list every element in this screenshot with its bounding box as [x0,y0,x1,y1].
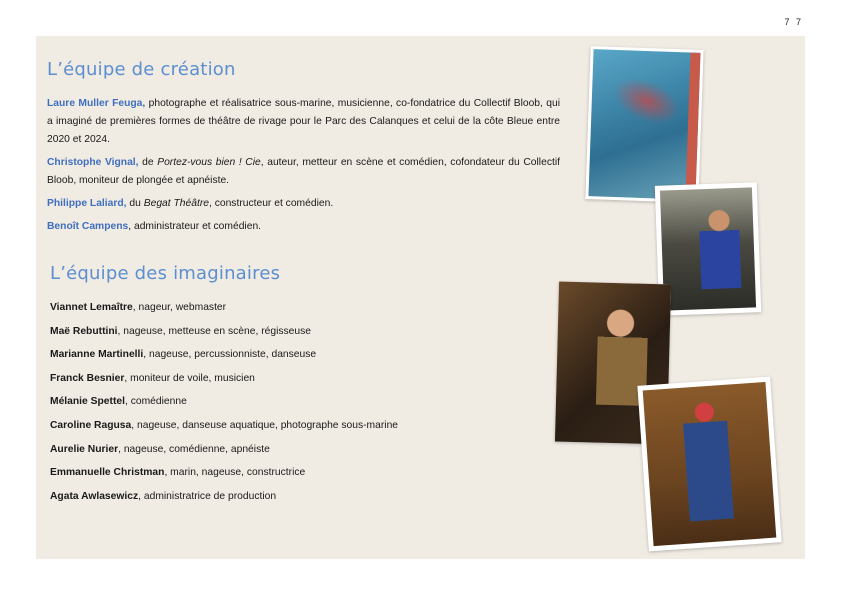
photo-woman-in-cabin [637,377,781,552]
member-description: , nageuse, percussionniste, danseuse [143,349,317,361]
imaginaires-team-list [50,299,510,511]
company-name: Begat Théâtre [143,198,209,209]
section-title-imaginaires: L’équipe des imaginaires [50,263,281,284]
member-name: Mélanie Spettel [50,396,125,408]
photo-image [660,187,756,310]
list-item [50,417,510,441]
member-description: , constructeur et comédien. [208,198,334,209]
creation-member [47,218,560,236]
list-item [50,441,510,465]
member-prefix: du [126,198,144,209]
list-item [50,299,510,323]
list-item [50,370,510,394]
member-description: , administrateur et comédien. [128,221,262,232]
photo-underwater-swimmer [585,46,703,203]
photo-image [588,49,700,200]
list-item [50,393,510,417]
creation-member [47,95,560,149]
page-number: 7 7 [784,17,803,27]
member-description: , nageuse, danseuse aquatique, photographe sous-marine [131,419,399,431]
member-name: Laure Muller Feuga, [47,98,146,109]
company-name: Portez-vous bien ! Cie [157,157,261,168]
list-item [50,346,510,370]
member-description: , comédienne [124,396,187,408]
member-prefix: de [138,157,158,168]
member-description: photographe et réalisatrice sous-marine, musicienne, co-fondatrice du Collectif Bloob, qui a imaginé de premières formes de théâtre de rivage pour le Parc des Calanques et celui de la côte Bleue entre 2020 et 2024. [47,98,560,145]
member-name: Philippe Laliard, [47,198,127,209]
creation-member [47,195,560,213]
member-description: , auteur, metteur en scène et comédien, cofondateur du Collectif Bloob, moniteur de plongée et apnéiste. [47,157,560,186]
section-title-creation: L’équipe de création [47,59,236,80]
member-name: Franck Besnier [50,372,125,384]
member-description: , marin, nageuse, constructrice [164,467,306,479]
member-name: Aurelie Nurier [50,443,119,455]
member-name: Maë Rebuttini [50,325,118,337]
member-name: Christophe Vignal, [47,157,139,168]
list-item [50,488,510,512]
member-description: , administratrice de production [138,490,277,502]
photo-image [643,382,777,546]
member-description: , nageur, webmaster [132,302,227,313]
creation-team-list [47,95,560,241]
member-name: Agata Awlasewicz [50,490,139,502]
member-name: Marianne Martinelli [50,349,144,361]
member-description: , moniteur de voile, musicien [124,372,255,384]
member-name: Caroline Ragusa [50,419,132,431]
list-item [50,464,510,488]
creation-member [47,154,560,190]
member-name: Emmanuelle Christman [50,467,165,479]
list-item [50,323,510,347]
member-name: Viannet Lemaître [50,302,133,313]
member-name: Benoît Campens [47,221,129,232]
member-description: , nageuse, metteuse en scène, régisseuse [117,325,311,337]
member-description: , nageuse, comédienne, apnéiste [118,443,270,455]
